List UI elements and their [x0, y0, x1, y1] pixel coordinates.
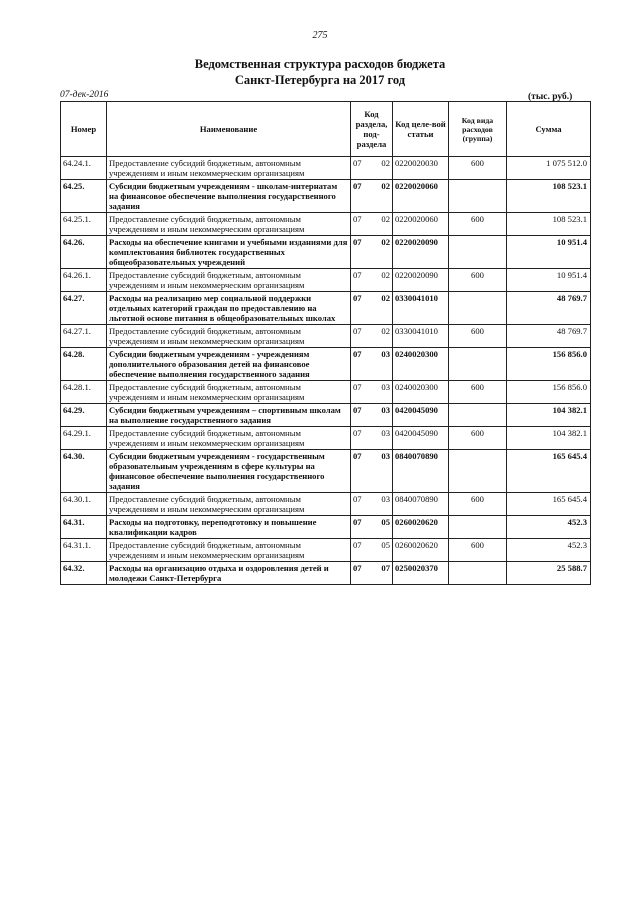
row-name: Предоставление субсидий бюджетным, автономным учреждениям и иным некоммерческим организациям — [107, 269, 351, 292]
row-expense-type: 600 — [449, 381, 507, 404]
row-section: 07 — [353, 382, 362, 392]
row-number: 64.30.1. — [61, 493, 107, 516]
table-row — [61, 348, 591, 381]
row-subsection: 02 — [381, 326, 390, 336]
row-number: 64.26.1. — [61, 269, 107, 292]
row-section: 07 — [353, 214, 362, 224]
table-row — [61, 236, 591, 269]
row-target-code: 0220020060 — [393, 180, 449, 213]
row-section: 07 — [353, 181, 362, 191]
row-section-code — [351, 450, 393, 493]
row-name: Предоставление субсидий бюджетным, автономным учреждениям и иным некоммерческим организациям — [107, 157, 351, 180]
table-row — [61, 292, 591, 325]
row-target-code: 0240020300 — [393, 348, 449, 381]
table-row — [61, 381, 591, 404]
row-subsection: 02 — [381, 214, 390, 224]
header-section: Код раздела, под-раздела — [351, 102, 393, 157]
row-sum: 1 075 512.0 — [507, 157, 591, 180]
row-name: Субсидии бюджетным учреждениям - государственным образовательным учреждениям в сфере культуры на финансовое обеспечение выполнения государственного задания — [107, 450, 351, 493]
row-sum: 48 769.7 — [507, 292, 591, 325]
table-row — [61, 427, 591, 450]
row-section: 07 — [353, 349, 362, 359]
table-row — [61, 539, 591, 562]
row-sum: 25 588.7 — [507, 562, 591, 585]
row-expense-type: 600 — [449, 539, 507, 562]
row-subsection: 02 — [381, 158, 390, 168]
table-row — [61, 404, 591, 427]
row-name: Субсидии бюджетным учреждениям - школам-интернатам на финансовое обеспечение выполнения государственного задания — [107, 180, 351, 213]
row-expense-type: 600 — [449, 427, 507, 450]
row-section-code — [351, 516, 393, 539]
row-number: 64.28. — [61, 348, 107, 381]
row-section-code — [351, 236, 393, 269]
row-section-code — [351, 213, 393, 236]
table-row — [61, 493, 591, 516]
row-subsection: 05 — [381, 517, 390, 527]
row-name: Предоставление субсидий бюджетным, автономным учреждениям и иным некоммерческим организациям — [107, 539, 351, 562]
document-title — [0, 56, 640, 88]
row-name: Субсидии бюджетным учреждениям – спортивным школам на выполнение государственного задания — [107, 404, 351, 427]
table-row — [61, 450, 591, 493]
row-sum: 10 951.4 — [507, 269, 591, 292]
row-subsection: 02 — [381, 181, 390, 191]
row-number: 64.32. — [61, 562, 107, 585]
row-subsection: 03 — [381, 382, 390, 392]
row-target-code: 0420045090 — [393, 404, 449, 427]
table-row — [61, 269, 591, 292]
row-section-code — [351, 325, 393, 348]
table-row — [61, 562, 591, 585]
row-target-code: 0220020030 — [393, 157, 449, 180]
row-name: Расходы на организацию отдыха и оздоровления детей и молодежи Санкт-Петербурга — [107, 562, 351, 585]
row-number: 64.28.1. — [61, 381, 107, 404]
row-target-code: 0220020090 — [393, 236, 449, 269]
row-target-code: 0250020370 — [393, 562, 449, 585]
page-number: 275 — [312, 30, 328, 41]
row-number: 64.25. — [61, 180, 107, 213]
row-section-code — [351, 292, 393, 325]
row-subsection: 05 — [381, 540, 390, 550]
row-section: 07 — [353, 270, 362, 280]
row-name: Субсидии бюджетным учреждениям - учреждениям дополнительного образования детей на финансовое обеспечение выполнения государственного задания — [107, 348, 351, 381]
row-target-code: 0260020620 — [393, 539, 449, 562]
row-number: 64.25.1. — [61, 213, 107, 236]
row-name: Предоставление субсидий бюджетным, автономным учреждениям и иным некоммерческим организациям — [107, 427, 351, 450]
row-sum: 10 951.4 — [507, 236, 591, 269]
row-subsection: 02 — [381, 293, 390, 303]
document-date: 07-дек-2016 — [60, 90, 109, 100]
row-number: 64.31. — [61, 516, 107, 539]
table-row — [61, 180, 591, 213]
row-subsection: 02 — [381, 270, 390, 280]
row-subsection: 02 — [381, 237, 390, 247]
title-line-2: Санкт-Петербурга на 2017 год — [234, 73, 406, 87]
row-section: 07 — [353, 326, 362, 336]
row-subsection: 07 — [381, 563, 390, 573]
header-target: Код целе-вой статьи — [393, 102, 449, 157]
header-name: Наименование — [107, 102, 351, 157]
row-target-code: 0330041010 — [393, 325, 449, 348]
row-name: Предоставление субсидий бюджетным, автономным учреждениям и иным некоммерческим организациям — [107, 325, 351, 348]
row-sum: 156 856.0 — [507, 381, 591, 404]
row-section: 07 — [353, 517, 362, 527]
row-section: 07 — [353, 451, 362, 461]
row-expense-type: 600 — [449, 269, 507, 292]
row-name: Предоставление субсидий бюджетным, автономным учреждениям и иным некоммерческим организациям — [107, 213, 351, 236]
row-section: 07 — [353, 428, 362, 438]
budget-table — [60, 101, 591, 585]
row-subsection: 03 — [381, 405, 390, 415]
row-subsection: 03 — [381, 349, 390, 359]
row-sum: 108 523.1 — [507, 180, 591, 213]
row-section: 07 — [353, 237, 362, 247]
row-section-code — [351, 493, 393, 516]
row-sum: 165 645.4 — [507, 450, 591, 493]
table-row — [61, 157, 591, 180]
row-sum: 165 645.4 — [507, 493, 591, 516]
title-line-1: Ведомственная структура расходов бюджета — [194, 57, 446, 71]
row-section-code — [351, 348, 393, 381]
row-sum: 452.3 — [507, 516, 591, 539]
row-target-code: 0330041010 — [393, 292, 449, 325]
row-name: Предоставление субсидий бюджетным, автономным учреждениям и иным некоммерческим организациям — [107, 493, 351, 516]
row-section-code — [351, 381, 393, 404]
row-name: Расходы на реализацию мер социальной поддержки отдельных категорий граждан по предоставлению на льготной основе питания в общеобразовательных школах — [107, 292, 351, 325]
row-section-code — [351, 427, 393, 450]
row-target-code: 0260020620 — [393, 516, 449, 539]
row-expense-type — [449, 348, 507, 381]
row-target-code: 0240020300 — [393, 381, 449, 404]
row-number: 64.29. — [61, 404, 107, 427]
row-target-code: 0220020090 — [393, 269, 449, 292]
row-target-code: 0420045090 — [393, 427, 449, 450]
row-expense-type — [449, 236, 507, 269]
row-section-code — [351, 269, 393, 292]
row-section-code — [351, 539, 393, 562]
row-subsection: 03 — [381, 494, 390, 504]
table-row — [61, 516, 591, 539]
row-number: 64.27.1. — [61, 325, 107, 348]
row-sum: 108 523.1 — [507, 213, 591, 236]
row-section: 07 — [353, 563, 362, 573]
header-expense-type: Код вида расходов (группа) — [449, 102, 507, 157]
row-target-code: 0840070890 — [393, 450, 449, 493]
row-target-code: 0220020060 — [393, 213, 449, 236]
table-header-row — [61, 102, 591, 157]
row-number: 64.27. — [61, 292, 107, 325]
row-target-code: 0840070890 — [393, 493, 449, 516]
row-section: 07 — [353, 405, 362, 415]
table-row — [61, 325, 591, 348]
row-subsection: 03 — [381, 428, 390, 438]
row-expense-type — [449, 450, 507, 493]
row-expense-type — [449, 180, 507, 213]
row-section: 07 — [353, 293, 362, 303]
row-section: 07 — [353, 494, 362, 504]
row-expense-type — [449, 562, 507, 585]
row-section-code — [351, 180, 393, 213]
row-expense-type — [449, 404, 507, 427]
row-expense-type: 600 — [449, 325, 507, 348]
row-number: 64.30. — [61, 450, 107, 493]
row-sum: 452.3 — [507, 539, 591, 562]
row-expense-type: 600 — [449, 493, 507, 516]
row-number: 64.26. — [61, 236, 107, 269]
row-section: 07 — [353, 158, 362, 168]
row-name: Предоставление субсидий бюджетным, автономным учреждениям и иным некоммерческим организациям — [107, 381, 351, 404]
row-name: Расходы на обеспечение книгами и учебными изданиями для комплектования библиотек государственных общеобразовательных учреждений — [107, 236, 351, 269]
row-sum: 48 769.7 — [507, 325, 591, 348]
row-number: 64.24.1. — [61, 157, 107, 180]
row-subsection: 03 — [381, 451, 390, 461]
units-label: (тыс. руб.) — [528, 92, 573, 102]
row-sum: 104 382.1 — [507, 427, 591, 450]
row-expense-type: 600 — [449, 157, 507, 180]
row-section-code — [351, 562, 393, 585]
row-name: Расходы на подготовку, переподготовку и повышение квалификации кадров — [107, 516, 351, 539]
row-sum: 104 382.1 — [507, 404, 591, 427]
row-sum: 156 856.0 — [507, 348, 591, 381]
header-number: Номер — [61, 102, 107, 157]
table-row — [61, 213, 591, 236]
row-number: 64.31.1. — [61, 539, 107, 562]
row-expense-type: 600 — [449, 213, 507, 236]
row-expense-type — [449, 292, 507, 325]
header-sum: Сумма — [507, 102, 591, 157]
row-section-code — [351, 157, 393, 180]
row-expense-type — [449, 516, 507, 539]
row-section: 07 — [353, 540, 362, 550]
row-section-code — [351, 404, 393, 427]
row-number: 64.29.1. — [61, 427, 107, 450]
